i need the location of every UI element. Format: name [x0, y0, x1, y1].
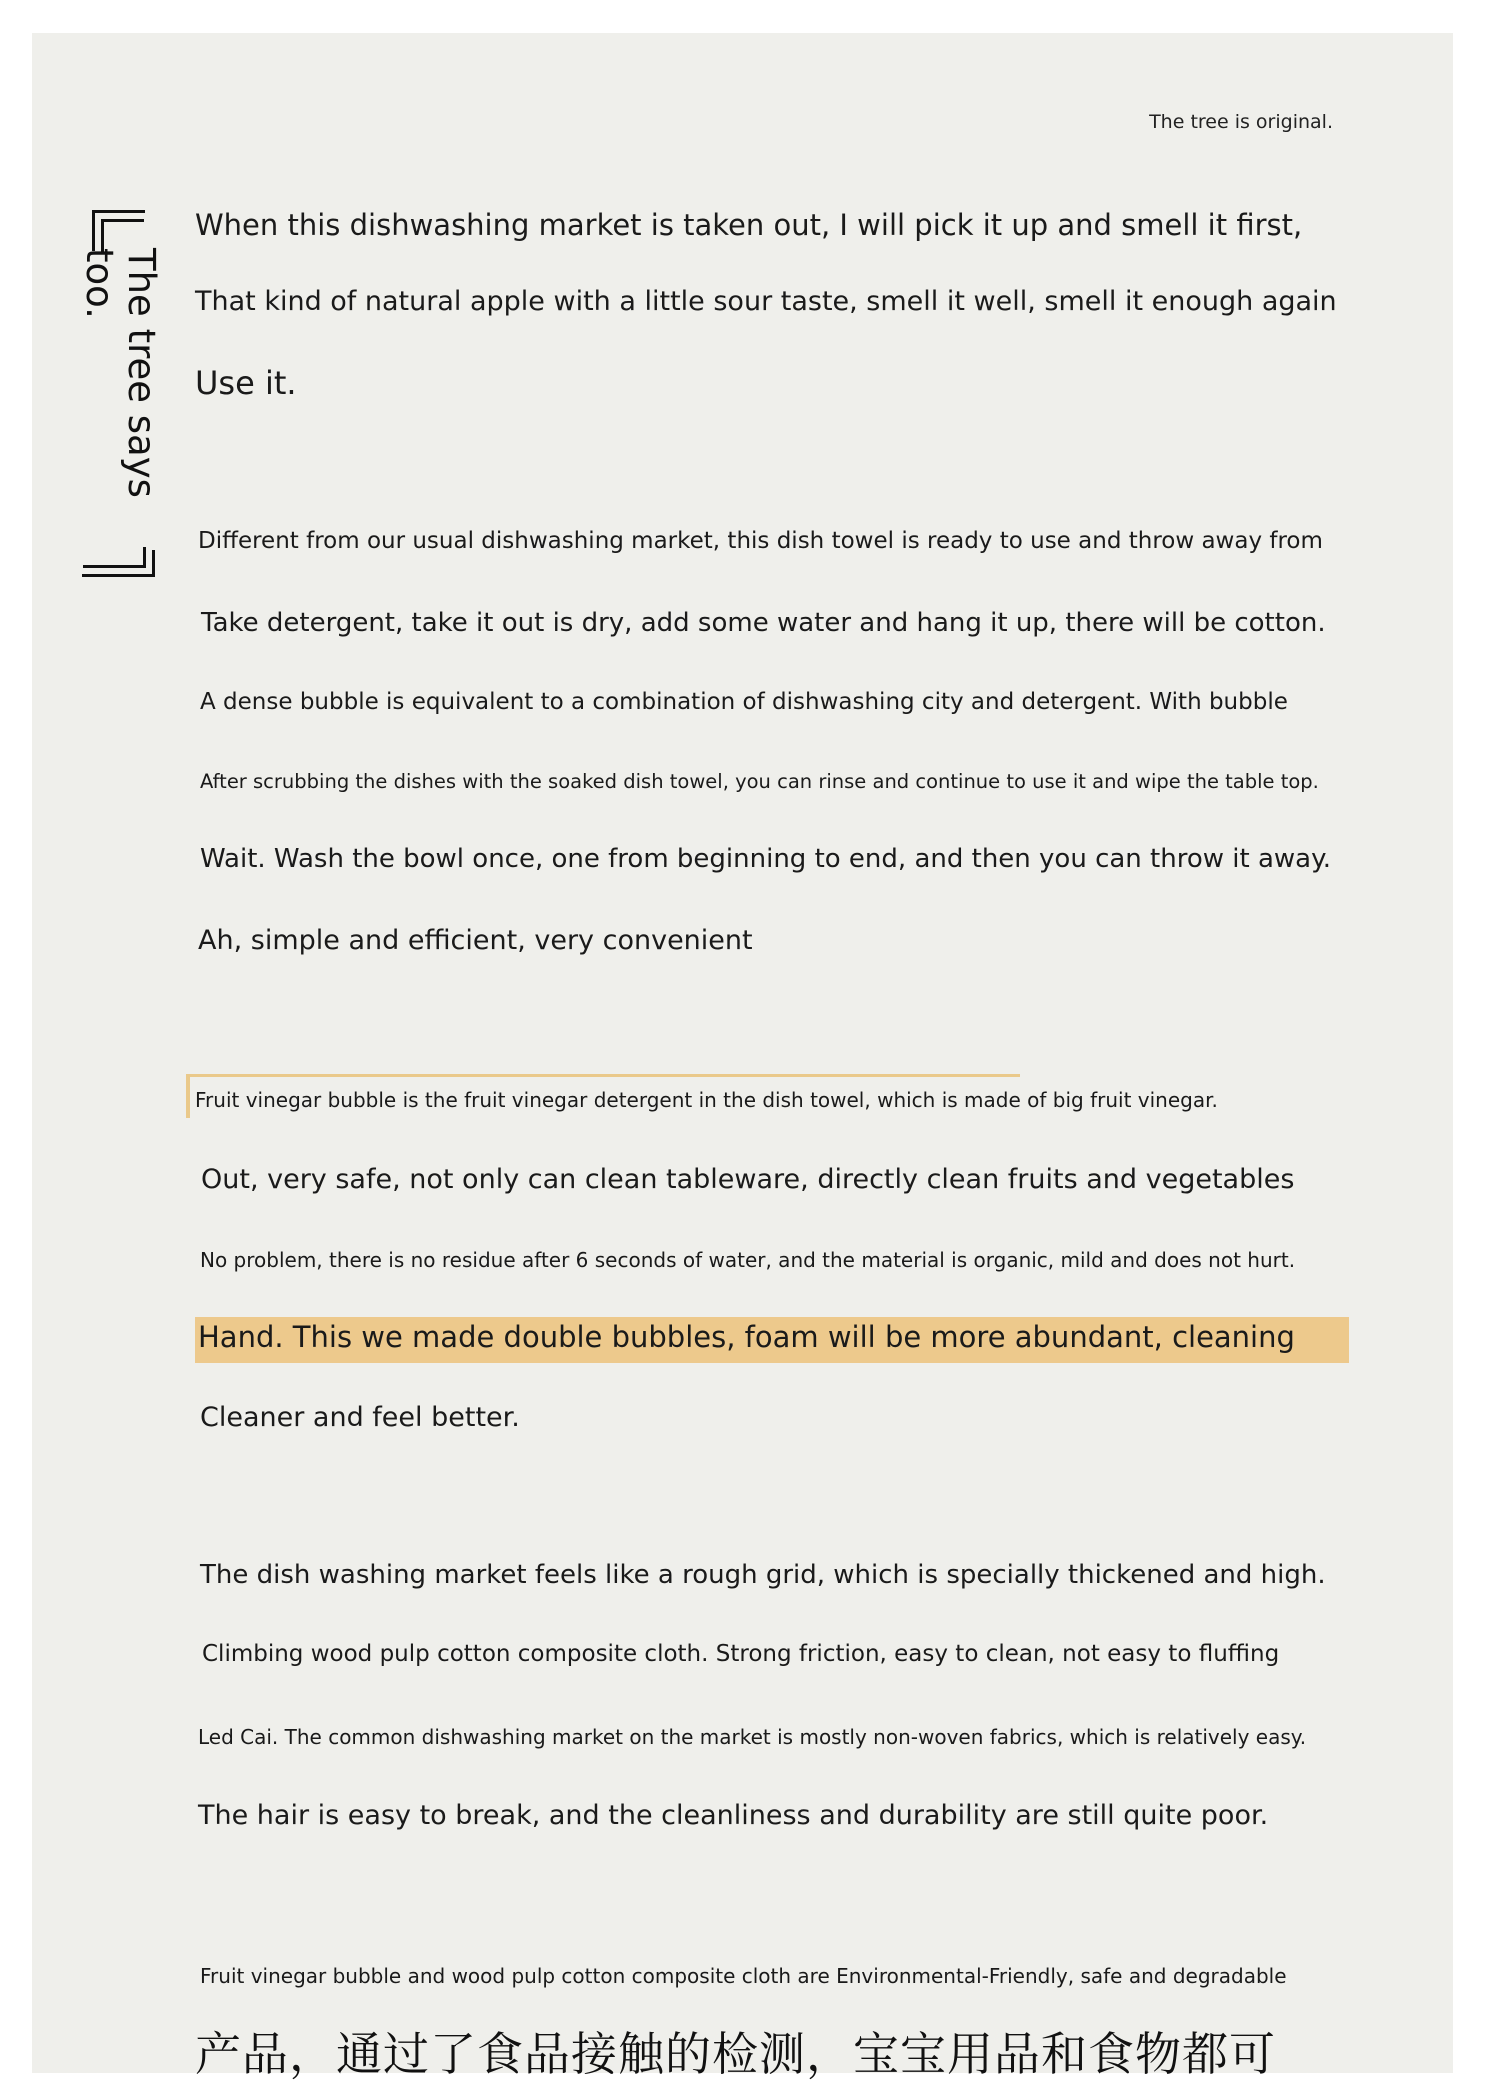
paragraph5-line2: 产品，通过了食品接触的检测，宝宝用品和食物都可 — [195, 2027, 1276, 2081]
paragraph4-line3: Led Cai. The common dishwashing market on the market is mostly non-woven fabrics, which is relatively easy. — [198, 1725, 1307, 1749]
paragraph2-line6: Ah, simple and efficient, very convenient — [198, 925, 753, 956]
header-note: The tree is original. — [1149, 111, 1333, 133]
page-sheet — [32, 33, 1453, 2073]
accent-tick — [186, 1074, 190, 1118]
accent-underline — [186, 1074, 1020, 1077]
bracket-close-icon — [82, 550, 155, 577]
paragraph1-line1: When this dishwashing market is taken out, I will pick it up and smell it first, — [195, 208, 1303, 242]
paragraph2-line5: Wait. Wash the bowl once, one from beginning to end, and then you can throw it away. — [200, 844, 1332, 874]
paragraph2-line3: A dense bubble is equivalent to a combination of dishwashing city and detergent. With bubble — [200, 689, 1288, 715]
paragraph2-line1: Different from our usual dishwashing market, this dish towel is ready to use and throw away from — [198, 528, 1323, 554]
paragraph2-line2: Take detergent, take it out is dry, add some water and hang it up, there will be cotton. — [201, 608, 1326, 638]
paragraph3-line1: Fruit vinegar bubble is the fruit vinegar detergent in the dish towel, which is made of big fruit vinegar. — [195, 1088, 1218, 1112]
paragraph4-line2: Climbing wood pulp cotton composite cloth. Strong friction, easy to clean, not easy to fluffing — [202, 1641, 1280, 1667]
side-title-text: The tree says too. — [78, 248, 163, 498]
paragraph2-line4: After scrubbing the dishes with the soaked dish towel, you can rinse and continue to use it and wipe the table top. — [200, 770, 1319, 793]
paragraph5-line1: Fruit vinegar bubble and wood pulp cotton composite cloth are Environmental-Friendly, safe and degradable — [200, 1964, 1287, 1988]
paragraph3-line2: Out, very safe, not only can clean tableware, directly clean fruits and vegetables — [201, 1164, 1295, 1195]
paragraph4-line1: The dish washing market feels like a rough grid, which is specially thickened and high. — [200, 1560, 1326, 1590]
paragraph1-line3: Use it. — [195, 364, 297, 402]
bracket-open-icon — [92, 210, 145, 251]
paragraph3-line5: Cleaner and feel better. — [200, 1402, 520, 1433]
paragraph1-line2: That kind of natural apple with a little sour taste, smell it well, smell it enough again — [195, 286, 1337, 317]
side-title — [68, 210, 178, 590]
paragraph4-line4: The hair is easy to break, and the cleanliness and durability are still quite poor. — [198, 1800, 1269, 1831]
paragraph3-line4: Hand. This we made double bubbles, foam will be more abundant, cleaning — [198, 1320, 1295, 1354]
paragraph3-line3: No problem, there is no residue after 6 seconds of water, and the material is organic, mild and does not hurt. — [200, 1248, 1296, 1272]
